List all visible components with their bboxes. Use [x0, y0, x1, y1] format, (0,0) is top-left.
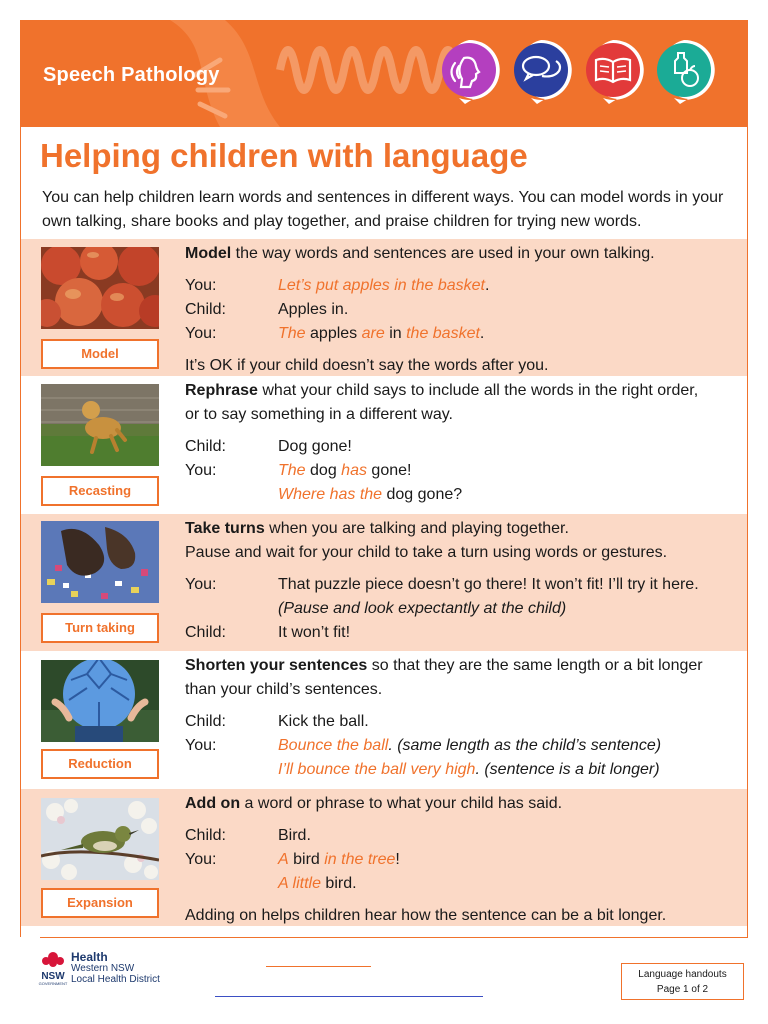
- section-reduction-lead: Shorten your sentences so that they are the same length or a bit longer: [185, 657, 703, 674]
- logo-district-line1: Western NSW: [71, 963, 135, 974]
- speaker-label: You:: [185, 737, 217, 754]
- logo-district-line2: Local Health District: [71, 974, 160, 985]
- food-bottle-icon: [652, 38, 716, 106]
- speaker-label: You:: [185, 576, 217, 593]
- speaker-label: You:: [185, 851, 217, 868]
- tag-turn-taking: Turn taking: [41, 613, 159, 643]
- section-model-lead: Model the way words and sentences are used in your own talking.: [185, 245, 655, 262]
- utterance: Let’s put apples in the basket.: [278, 277, 490, 294]
- utterance: Kick the ball.: [278, 713, 369, 730]
- speaker-label: You:: [185, 277, 217, 294]
- chat-bubbles-icon: [509, 38, 573, 106]
- utterance: The apples are in the basket.: [278, 325, 485, 342]
- section-reduction-lead-line2: than your child’s sentences.: [185, 681, 383, 698]
- logo-wordmark: [71, 952, 160, 985]
- ball-image: [41, 660, 159, 742]
- section-model: [21, 239, 747, 376]
- utterance: Where has the dog gone?: [278, 486, 463, 503]
- handout-page: [20, 20, 748, 1024]
- open-book-icon: [581, 38, 645, 106]
- apples-image: [41, 247, 159, 329]
- speaker-label: You:: [185, 325, 217, 342]
- dog-image: [41, 384, 159, 466]
- header-banner: [20, 20, 748, 127]
- utterance: That puzzle piece doesn’t go there! It won’t fit! I’ll try it here.: [278, 576, 699, 593]
- utterance: The dog has gone!: [278, 462, 412, 479]
- section-expansion-note: Adding on helps children hear how the sentence can be a bit longer.: [185, 907, 667, 924]
- tag-model: Model: [41, 339, 159, 369]
- utterance: Dog gone!: [278, 438, 352, 455]
- banner-title: Speech Pathology: [43, 64, 220, 86]
- utterance: Bounce the ball. (same length as the child’s sentence): [278, 737, 662, 754]
- utterance: A little bird.: [278, 875, 357, 892]
- logo-state-text: NSW: [41, 971, 65, 982]
- tag-expansion: Expansion: [41, 888, 159, 918]
- section-expansion: [21, 789, 747, 926]
- logo-health: Health: [71, 950, 108, 964]
- section-expansion-lead: Add on a word or phrase to what your child has said.: [185, 795, 563, 812]
- puzzle-image: [41, 521, 159, 603]
- section-reduction: [21, 651, 747, 789]
- footer-divider: [40, 937, 748, 938]
- page-title: Helping children with language: [40, 137, 528, 174]
- doc-name: Language handouts: [638, 969, 727, 980]
- section-model-note: It’s OK if your child doesn’t say the words after you.: [185, 357, 549, 374]
- utterance: Apples in.: [278, 301, 349, 318]
- speaker-label: You:: [185, 462, 217, 479]
- utterance: A bird in the tree!: [278, 851, 400, 868]
- tag-reduction: Reduction: [41, 749, 159, 779]
- page-info-box: [621, 963, 744, 1000]
- speaker-label: Child:: [185, 301, 226, 318]
- footer-link-line: [215, 996, 483, 997]
- utterance: I’ll bounce the ball very high. (sentence is a bit longer): [278, 761, 660, 778]
- utterance: Bird.: [278, 827, 311, 844]
- utterance: (Pause and look expectantly at the child): [278, 600, 567, 617]
- footer-short-line: [266, 966, 371, 967]
- utterance: It won’t fit!: [278, 624, 351, 641]
- speaker-label: Child:: [185, 713, 226, 730]
- section-recasting-lead: Rephrase what your child says to include all the words in the right order,: [185, 382, 699, 399]
- waratah-logo-icon: [36, 948, 70, 988]
- section-recasting: [21, 376, 747, 514]
- section-turn-taking: [21, 514, 747, 651]
- intro-paragraph: You can help children learn words and sentences in different ways. You can model words in your own talking, share books and play together, and praise children for trying new words.: [42, 189, 724, 230]
- speaker-label: Child:: [185, 624, 226, 641]
- section-turn-taking-lead: Take turns when you are talking and playing together.: [185, 520, 569, 537]
- speaker-label: Child:: [185, 438, 226, 455]
- page-number: Page 1 of 2: [656, 984, 709, 995]
- tag-recasting: Recasting: [41, 476, 159, 506]
- bird-image: [41, 798, 159, 880]
- speaker-label: Child:: [185, 827, 226, 844]
- logo-gov-text: GOVERNMENT: [38, 981, 68, 986]
- speaking-head-icon: [437, 38, 501, 106]
- section-turn-taking-lead-line2: Pause and wait for your child to take a turn using words or gestures.: [185, 544, 668, 561]
- section-recasting-lead-line2: or to say something in a different way.: [185, 406, 453, 423]
